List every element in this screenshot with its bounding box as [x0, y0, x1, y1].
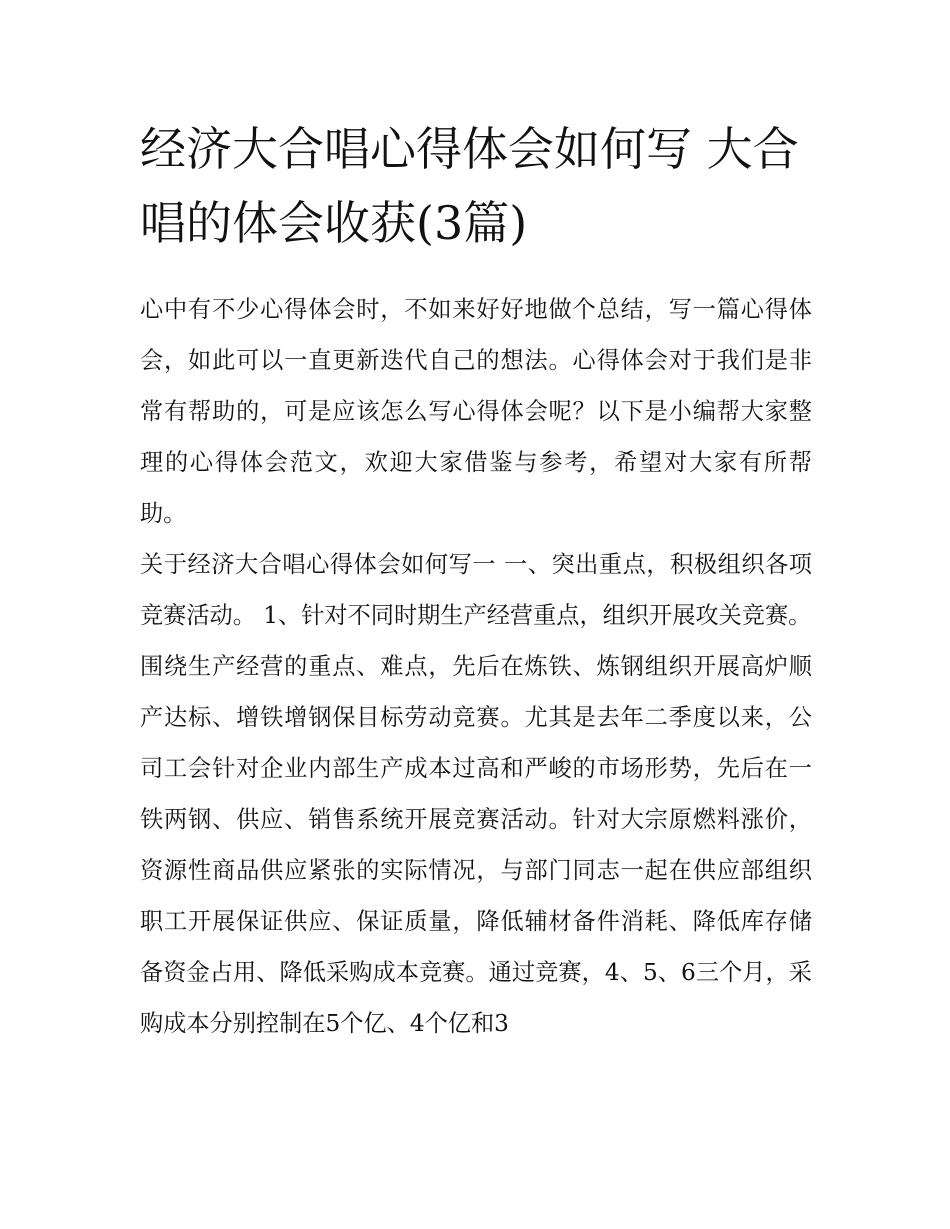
document-page [140, 112, 812, 1049]
paragraph-intro: 心中有不少心得体会时，不如来好好地做个总结，写一篇心得体会，如此可以一直更新迭代自己的想法。心得体会对于我们是非常有帮助的，可是应该怎么写心得体会呢？以下是小编帮大家整理的心得体会范文，欢迎大家借鉴与参考，希望对大家有所帮助。 [140, 296, 812, 527]
paragraph-section-one: 关于经济大合唱心得体会如何写一 一、突出重点，积极组织各项竞赛活动。 1、针对不同时期生产经营重点，组织开展攻关竞赛。 [140, 551, 812, 629]
paragraph-competition: 围绕生产经营的重点、难点，先后在炼铁、炼钢组织开展高炉顺产达标、增铁增钢保目标劳动竞赛。尤其是去年二季度以来，公司工会针对企业内部生产成本过高和严峻的市场形势，先后在一铁两钢、供应、销售系统开展竞赛活动。针对大宗原燃料涨价，资源性商品供应紧张的实际情况，与部门同志一起在供应部组织职工开展保证供应、保证质量，降低辅材备件消耗、降低库存储备资金占用、降低采购成本竞赛。通过竞赛，4、5、6三个月，采购成本分别控制在5个亿、4个亿和3 [140, 653, 812, 1037]
document-title: 经济大合唱心得体会如何写 大合唱的体会收获(3篇) [140, 122, 799, 250]
